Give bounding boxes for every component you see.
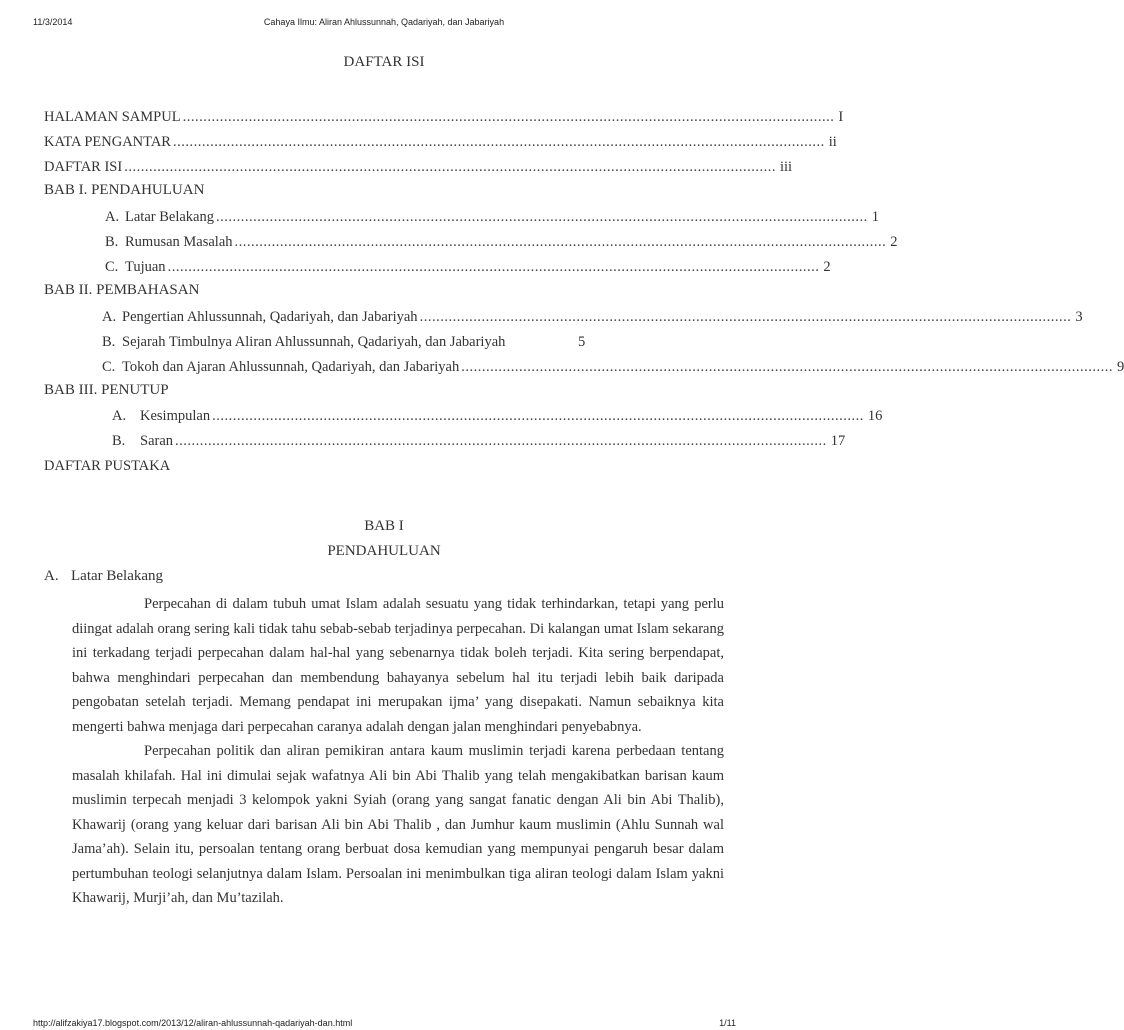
- toc-entry-page: 16: [867, 408, 883, 424]
- toc-leader-dots: ..............................................................................................................................................................: [461, 359, 1113, 375]
- toc-title: DAFTAR ISI: [343, 54, 425, 70]
- toc-entry-page: 1: [871, 209, 879, 225]
- chapter-title: PENDAHULUAN: [327, 543, 441, 559]
- toc-entry-label: KATA PENGANTAR: [44, 134, 171, 150]
- toc-entry-label: Kesimpulan: [140, 408, 211, 424]
- toc-leader-dots: ..............................................................................................................................................................: [234, 234, 887, 250]
- print-page-title: Cahaya Ilmu: Aliran Ahlussunnah, Qadariyah, dan Jabariyah: [263, 17, 505, 27]
- print-page-number: 1/11: [719, 1018, 736, 1028]
- toc-bab2-heading: BAB II. PEMBAHASAN: [44, 282, 200, 298]
- toc-entry-pengertian: [102, 307, 1083, 327]
- toc-item-letter: C.: [102, 359, 116, 375]
- toc-leader-dots: ..............................................................................................................................................................: [167, 259, 820, 275]
- toc-entry-page: 5: [578, 334, 586, 350]
- toc-entry-sejarah: [102, 332, 505, 352]
- toc-entry-page: ii: [828, 134, 837, 150]
- toc-bab1-heading: BAB I. PENDAHULUAN: [44, 182, 205, 198]
- chapter-number: BAB I: [364, 518, 404, 534]
- toc-item-letter: A.: [105, 209, 120, 225]
- toc-entry-saran: [112, 431, 846, 451]
- toc-entry-page: 9: [1116, 359, 1124, 375]
- toc-entry-label: Rumusan Masalah: [125, 234, 233, 250]
- toc-entry-page: 17: [830, 433, 846, 449]
- toc-entry-halaman-sampul: [44, 107, 844, 127]
- toc-item-letter: B.: [112, 433, 126, 449]
- print-date: 11/3/2014: [33, 17, 73, 27]
- toc-entry-label: Tokoh dan Ajaran Ahlussunnah, Qadariyah, dan Jabariyah: [122, 359, 460, 375]
- toc-entry-label: HALAMAN SAMPUL: [44, 109, 181, 125]
- toc-entry-kata-pengantar: [44, 132, 837, 152]
- toc-entry-label: DAFTAR ISI: [44, 159, 123, 175]
- toc-entry-label: Latar Belakang: [125, 209, 214, 225]
- toc-entry-label: Saran: [140, 433, 174, 449]
- toc-entry-daftar-pustaka: DAFTAR PUSTAKA: [44, 458, 171, 474]
- toc-entry-tujuan: [105, 257, 831, 277]
- paragraph-1: Perpecahan di dalam tubuh umat Islam adalah sesuatu yang tidak terhindarkan, tetapi yang perlu diingat adalah orang sering kali tidak tahu sebab-sebab terjadinya perpecahan. Di kalangan umat Islam sekarang ini terkadang terjadi perpecahan dalam hal-hal yang sebenarnya tidak boleh terjadi. Kita sering berpendapat, bahwa menghindari perpecahan dan membendung bahayanya sebelum hal itu terjadi lebih baik daripada pengobatan setelah terjadi. Memang pendapat ini merupakan ijma’ yang disepakati. Namun sebaiknya kita mengerti bahwa menjaga dari perpecahan caranya adalah dengan jalan menghindari penyebabnya.: [72, 596, 724, 735]
- toc-entry-label: Sejarah Timbulnya Aliran Ahlussunnah, Qadariyah, dan Jabariyah: [122, 334, 506, 350]
- toc-entry-page: I: [838, 109, 844, 125]
- section-letter: A.: [44, 568, 59, 584]
- toc-entry-daftar-isi: [44, 157, 793, 177]
- toc-item-letter: B.: [102, 334, 116, 350]
- toc-leader-dots: ..............................................................................................................................................................: [419, 309, 1072, 325]
- toc-leader-dots: ..............................................................................................................................................................: [212, 408, 864, 424]
- toc-item-letter: A.: [112, 408, 127, 424]
- section-heading: [44, 568, 163, 585]
- toc-bab3-heading: BAB III. PENUTUP: [44, 382, 169, 398]
- toc-leader-dots: ..............................................................................................................................................................: [182, 109, 835, 125]
- toc-entry-page: 3: [1075, 309, 1083, 325]
- toc-entry-label: Tujuan: [125, 259, 166, 275]
- toc-leader-dots: ..............................................................................................................................................................: [175, 433, 827, 449]
- toc-leader-dots: ..............................................................................................................................................................: [172, 134, 825, 150]
- toc-entry-latar-belakang: [105, 207, 879, 227]
- toc-entry-page: 2: [890, 234, 898, 250]
- toc-leader-dots: ..............................................................................................................................................................: [124, 159, 776, 175]
- toc-item-letter: A.: [102, 309, 117, 325]
- paragraph-2: Perpecahan politik dan aliran pemikiran antara kaum muslimin terjadi karena perbedaan tentang masalah khilafah. Hal ini dimulai sejak wafatnya Ali bin Abi Thalib yang telah mengakibatkan barisan kaum muslimin terpecah menjadi 3 kelompok yakni Syiah (orang yang sangat fanatic dengan Ali bin Abi Thalib), Khawarij (orang yang keluar dari barisan Ali bin Abi Thalib , dan Jumhur kaum muslimin (Ahlu Sunnah wal Jama’ah). Selain itu, persoalan tentang orang berbuat dosa kemudian yang mempunyai pengaruh besar dalam pertumbuhan teologi selanjutnya dalam Islam. Persoalan ini menimbulkan tiga aliran teologi dalam Islam yakni Khawarij, Murji’ah, dan Mu’tazilah.: [72, 743, 724, 906]
- toc-leader-dots: ..............................................................................................................................................................: [215, 209, 868, 225]
- toc-entry-label: Pengertian Ahlussunnah, Qadariyah, dan Jabariyah: [122, 309, 418, 325]
- section-title: Latar Belakang: [71, 568, 164, 584]
- print-footer: [0, 1018, 768, 1030]
- toc-entry-page: 2: [823, 259, 831, 275]
- print-url: http://alifzakiya17.blogspot.com/2013/12/aliran-ahlussunnah-qadariyah-dan.html: [33, 1018, 353, 1028]
- toc-entry-page: iii: [779, 159, 793, 175]
- print-header: [0, 17, 768, 31]
- toc-item-letter: C.: [105, 259, 119, 275]
- toc-entry-tokoh: [102, 357, 1124, 377]
- toc-entry-kesimpulan: [112, 406, 883, 426]
- body-text: [72, 592, 724, 911]
- toc-entry-rumusan-masalah: [105, 232, 898, 252]
- toc-item-letter: B.: [105, 234, 119, 250]
